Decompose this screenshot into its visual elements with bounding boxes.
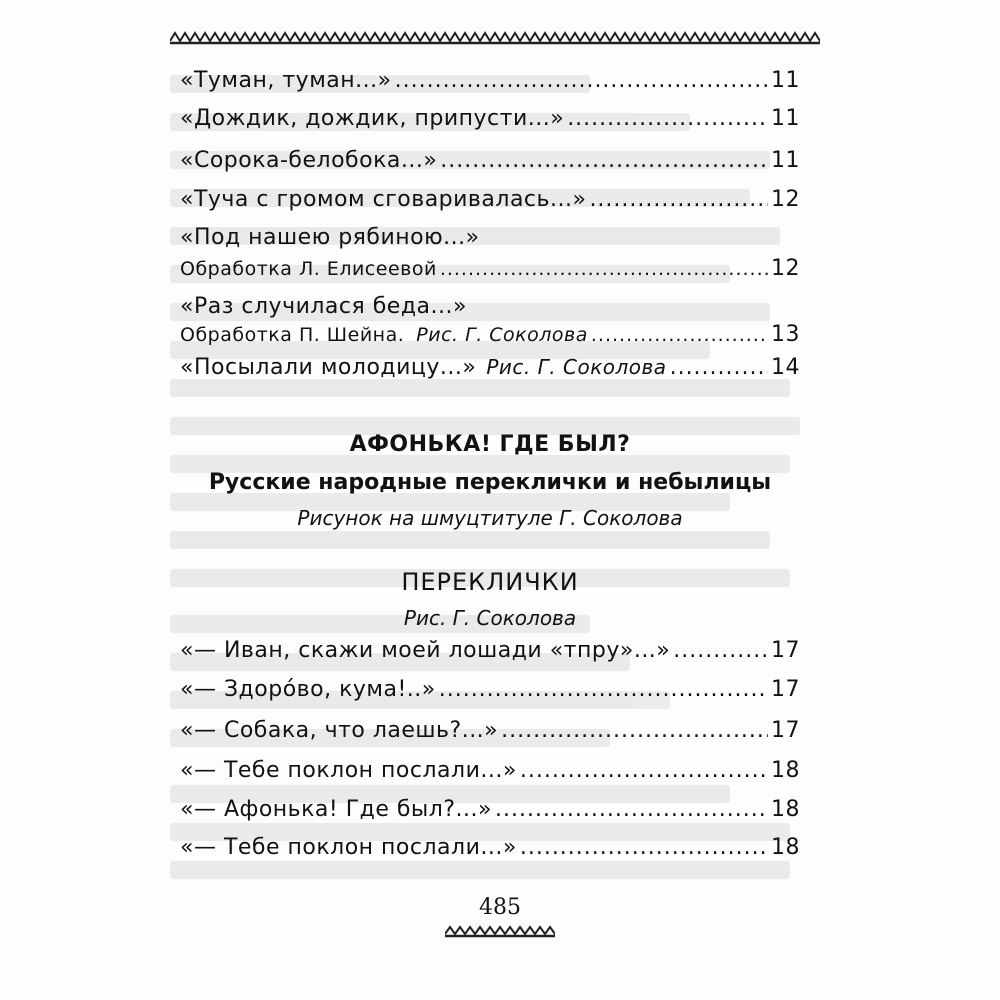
toc-entry[interactable] — [180, 256, 800, 281]
section-title: АФОНЬКА! ГДЕ БЫЛ? — [349, 432, 631, 457]
leader-dots — [440, 148, 768, 173]
entry-title: «Туча с громом сговаривалась...» — [180, 187, 587, 212]
toc-entry[interactable] — [180, 797, 800, 822]
leader-dots — [567, 106, 768, 131]
toc-entry[interactable] — [180, 758, 800, 783]
entry-page: 13 — [771, 322, 800, 347]
toc-entry[interactable] — [180, 718, 800, 743]
entry-page: 18 — [771, 758, 800, 783]
entry-title: Обработка Л. Елисеевой — [180, 258, 437, 280]
entry-page: 12 — [771, 256, 800, 281]
toc-entry[interactable] — [180, 835, 800, 860]
entry-title: «— Здоро́во, кума!..» — [180, 677, 436, 702]
entry-title[interactable]: «Раз случилася беда...» — [180, 294, 467, 319]
entry-title: «— Иван, скажи моей лошади «тпру»...» — [180, 638, 671, 663]
toc-entry[interactable] — [180, 677, 800, 702]
toc-entry[interactable] — [180, 322, 800, 347]
entry-page: 11 — [771, 106, 800, 131]
entry-title: «Сорока-белобока...» — [180, 148, 438, 173]
toc-entry[interactable] — [180, 187, 800, 212]
entry-title: «Дождик, дождик, припусти...» — [180, 106, 565, 131]
entry-page: 12 — [771, 187, 800, 212]
leader-dots — [673, 638, 768, 663]
entry-title: «Посылали молодицу...» — [180, 355, 477, 380]
section-illustration-credit: Рисунок на шмуцтитуле Г. Соколова — [297, 506, 683, 530]
leader-dots — [589, 187, 768, 212]
entry-page: 17 — [771, 638, 800, 663]
entry-page: 18 — [771, 797, 800, 822]
section-subtitle: Русские народные переклички и небылицы — [208, 470, 772, 495]
leader-dots — [395, 68, 768, 93]
entry-page: 18 — [771, 835, 800, 860]
toc-entry[interactable] — [180, 148, 800, 173]
leader-dots — [520, 758, 768, 783]
ornament-top-icon — [170, 28, 820, 46]
entry-title[interactable]: «Под нашею рябиною...» — [180, 225, 480, 250]
leader-dots — [495, 797, 768, 822]
entry-title: «— Тебе поклон послали...» — [180, 835, 517, 860]
entry-title: «— Тебе поклон послали...» — [180, 758, 517, 783]
toc-entry[interactable] — [180, 68, 800, 93]
ornament-bottom-icon — [445, 923, 555, 939]
entry-page: 11 — [771, 68, 800, 93]
leader-dots — [520, 835, 768, 860]
entry-title: «Туман, туман...» — [180, 68, 392, 93]
entry-page: 17 — [771, 718, 800, 743]
leader-dots — [439, 677, 768, 702]
entry-page: 17 — [771, 677, 800, 702]
page-number: 485 — [479, 895, 521, 920]
leader-dots — [440, 258, 768, 280]
entry-illustrator: Рис. Г. Соколова — [416, 324, 588, 346]
entry-page: 14 — [771, 355, 800, 380]
entry-title: «— Собака, что лаешь?...» — [180, 718, 499, 743]
entry-page: 11 — [771, 148, 800, 173]
leader-dots — [501, 718, 768, 743]
entry-title: Обработка П. Шейна. — [180, 324, 405, 346]
entry-title: «— Афонька! Где был?...» — [180, 797, 492, 822]
subsection-title: ПЕРЕКЛИЧКИ — [401, 568, 579, 596]
leader-dots — [670, 355, 768, 380]
toc-entry[interactable] — [180, 355, 800, 380]
subsection-illustration-credit: Рис. Г. Соколова — [403, 606, 577, 630]
leader-dots — [591, 324, 768, 346]
toc-entry[interactable] — [180, 106, 800, 131]
entry-illustrator: Рис. Г. Соколова — [486, 355, 667, 379]
toc-entry[interactable] — [180, 638, 800, 663]
